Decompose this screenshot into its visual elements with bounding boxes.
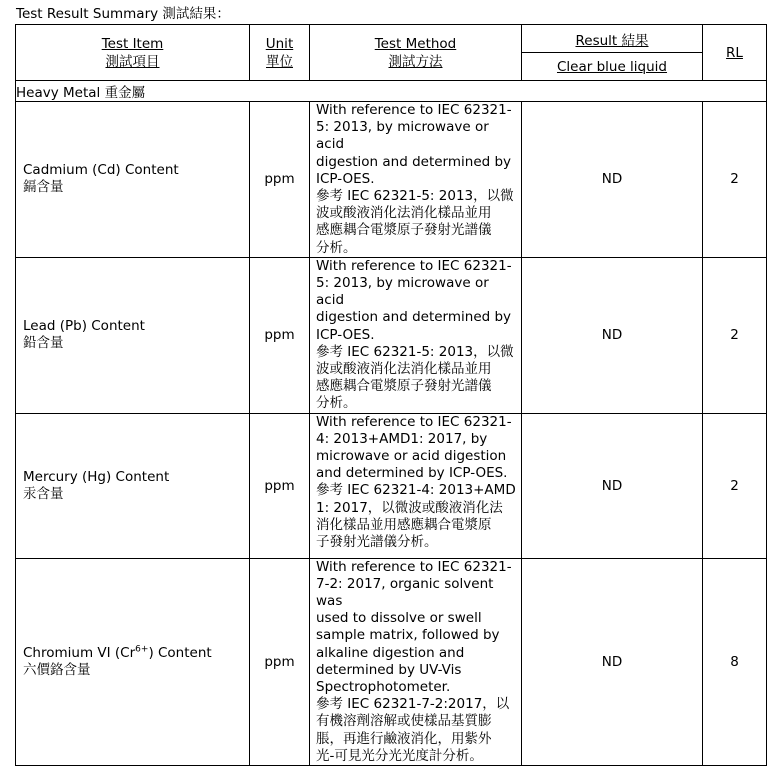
group-label-en: Heavy Metal [16, 85, 101, 101]
method-line: 1: 2017，以微波或酸液消化法 [316, 499, 503, 516]
item-name-en: Cadmium (Cd) Content [23, 162, 179, 179]
method-line: With reference to IEC 62321- [316, 102, 512, 118]
method-line: microwave or acid digestion [316, 448, 507, 465]
method-line: 4: 2013+AMD1: 2017, by [316, 430, 488, 447]
table-row-chromium-vi [16, 558, 767, 765]
method-line: ICP-OES. [316, 326, 375, 343]
method-line: used to dissolve or swell [316, 610, 482, 627]
method-line: 7-2: 2017, organic solvent was [316, 575, 494, 610]
rl-cell: 2 [703, 102, 767, 258]
header-unit [250, 25, 310, 81]
item-cell [16, 257, 250, 413]
page-title: Test Result Summary 測試結果： [16, 6, 230, 22]
rl-cell: 8 [703, 558, 767, 765]
item-name-en [23, 645, 249, 662]
header-rl-label: RL [726, 44, 743, 61]
method-line: 感應耦合電漿原子發射光譜儀 [316, 378, 492, 395]
item-name-zh: 汞含量 [23, 485, 64, 502]
group-label-zh: 重金屬 [104, 85, 146, 101]
method-line: 子發射光譜儀分析。 [316, 534, 438, 551]
method-cell [310, 257, 522, 413]
item-cell [16, 558, 250, 765]
unit-cell: ppm [250, 257, 310, 413]
item-cell [16, 102, 250, 258]
item-name-en-suffix: ) Content [148, 644, 212, 661]
method-line: alkaline digestion and [316, 644, 465, 661]
header-result-label: Result 結果 [575, 32, 649, 49]
rl-cell: 2 [703, 413, 767, 558]
sample-description-label: Clear blue liquid [556, 58, 668, 75]
result-cell: ND [522, 102, 703, 258]
header-row [16, 25, 767, 53]
method-cell [310, 102, 522, 258]
method-line: 參考 IEC 62321-5: 2013，以微 [316, 188, 514, 205]
table-row-cadmium [16, 102, 767, 258]
item-name-en: Lead (Pb) Content [23, 318, 145, 335]
method-line: digestion and determined by [316, 153, 512, 170]
method-line: 分析。 [316, 239, 357, 256]
item-name-zh: 鎘含量 [23, 179, 64, 196]
method-line: 5: 2013, by microwave or acid [316, 119, 489, 153]
result-cell: ND [522, 413, 703, 558]
method-line: 參考 IEC 62321-5: 2013，以微 [316, 343, 514, 360]
test-result-table [15, 24, 767, 766]
item-name-en: Mercury (Hg) Content [23, 468, 170, 485]
unit-cell: ppm [250, 558, 310, 765]
table-row-lead [16, 257, 767, 413]
header-sample-description [522, 53, 703, 81]
item-name-en-superscript: 6+ [135, 644, 149, 655]
item-name-en-prefix: Chromium VI (Cr [23, 644, 136, 661]
method-line: With reference to IEC 62321- [316, 558, 512, 575]
result-cell: ND [522, 257, 703, 413]
method-line: Spectrophotometer. [316, 679, 451, 696]
header-test-method [310, 25, 522, 81]
unit-cell: ppm [250, 413, 310, 558]
method-line: 參考 IEC 62321-7-2:2017，以 [316, 696, 510, 713]
method-line: 5: 2013, by microwave or acid [316, 275, 489, 309]
method-line: and determined by ICP-OES. [316, 465, 508, 482]
rl-cell: 2 [703, 257, 767, 413]
header-result [522, 25, 703, 53]
item-name-zh: 六價鉻含量 [23, 661, 91, 678]
method-line: ICP-OES. [316, 170, 375, 187]
header-unit-zh: 單位 [266, 53, 293, 70]
header-test-method-en: Test Method [374, 35, 457, 52]
method-line: 脹，再進行鹼液消化，用紫外 [316, 730, 492, 747]
result-cell: ND [522, 558, 703, 765]
method-line: 波或酸液消化法消化樣品並用 [316, 361, 492, 378]
unit-cell: ppm [250, 102, 310, 258]
method-line: sample matrix, followed by [316, 627, 500, 644]
method-line: With reference to IEC 62321- [316, 257, 512, 274]
table-row-mercury [16, 413, 767, 558]
header-unit-en: Unit [265, 35, 294, 52]
group-label [16, 81, 767, 102]
method-line: With reference to IEC 62321- [316, 413, 512, 430]
method-line: 消化樣品並用感應耦合電漿原 [316, 516, 492, 533]
item-cell [16, 413, 250, 558]
method-line: 有機溶劑溶解或使樣品基質膨 [316, 713, 492, 730]
header-test-method-zh: 測試方法 [388, 53, 443, 70]
header-test-item-zh: 測試項目 [105, 53, 160, 70]
method-line: determined by UV-Vis [316, 661, 462, 678]
group-row-heavy-metal [16, 81, 767, 102]
method-line: digestion and determined by [316, 309, 512, 326]
method-cell [310, 413, 522, 558]
method-line: 參考 IEC 62321-4: 2013+AMD [316, 482, 516, 499]
method-line: 分析。 [316, 395, 357, 412]
header-rl [703, 25, 767, 81]
method-line: 光-可見光分光光度計分析。 [316, 747, 483, 764]
method-line: 感應耦合電漿原子發射光譜儀 [316, 222, 492, 239]
item-name-zh: 鉛含量 [23, 335, 64, 352]
header-test-item-en: Test Item [101, 35, 164, 52]
header-test-item [16, 25, 250, 81]
method-cell [310, 558, 522, 765]
method-line: 波或酸液消化法消化樣品並用 [316, 205, 492, 222]
